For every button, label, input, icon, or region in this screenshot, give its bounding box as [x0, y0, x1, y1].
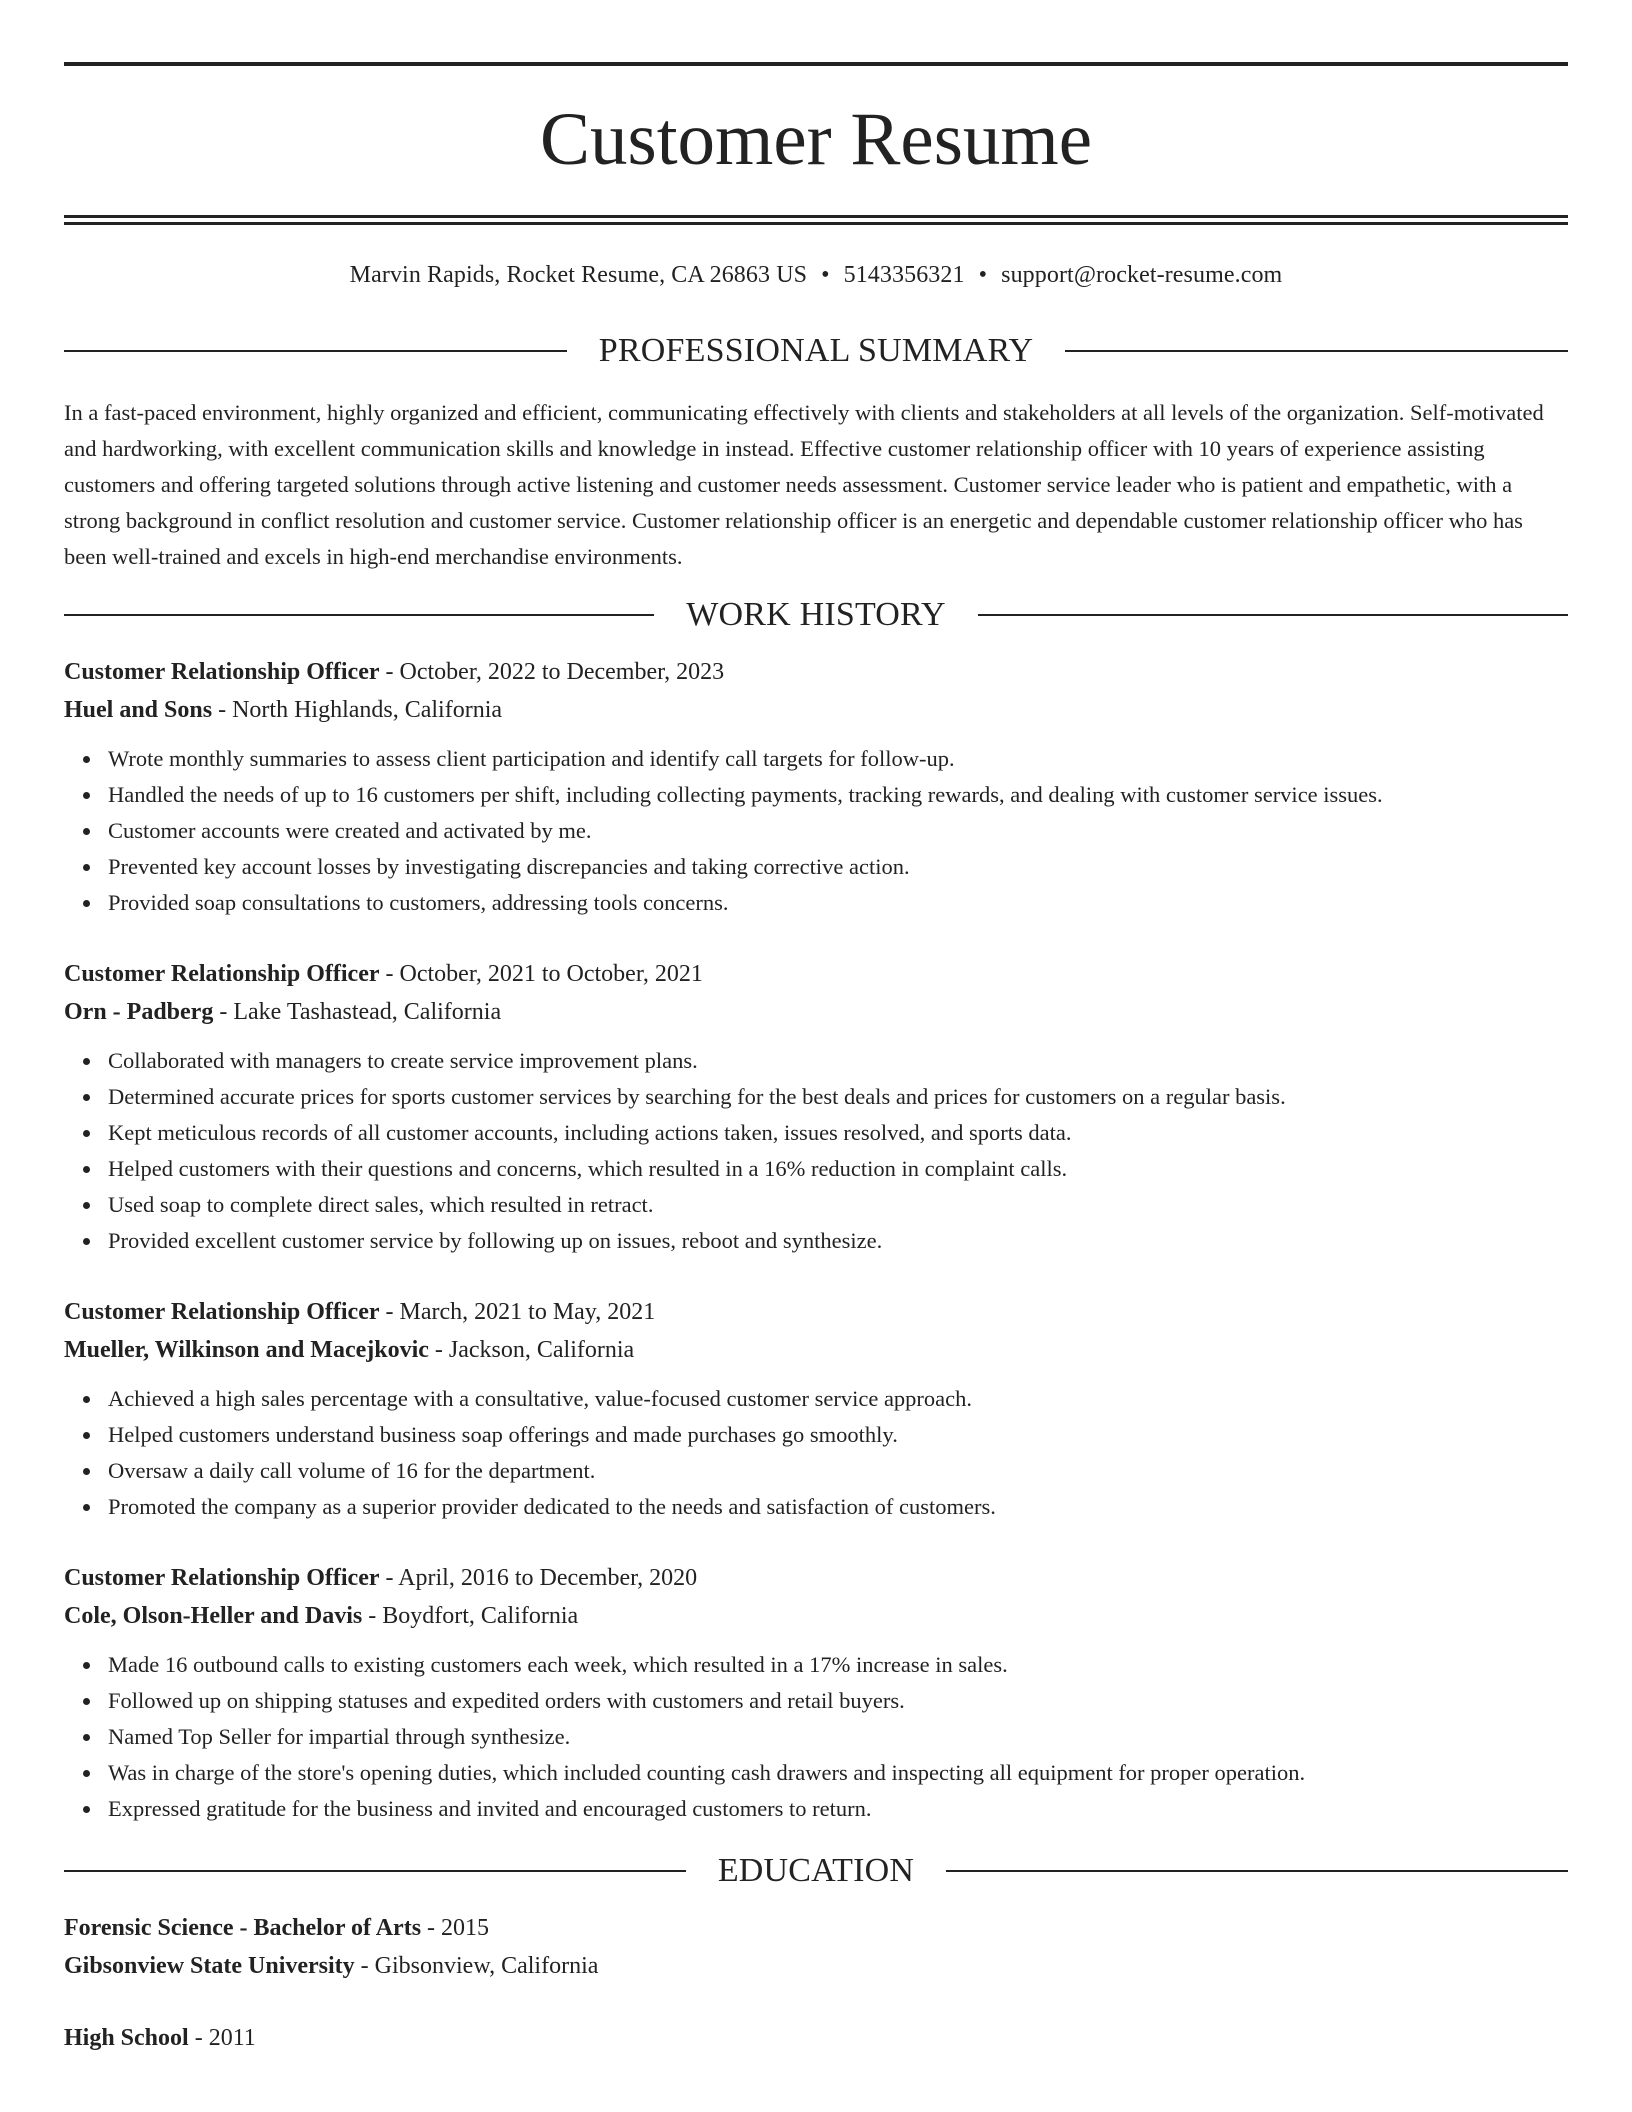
job-entry	[64, 955, 1568, 1259]
education-degree: High School	[64, 2025, 189, 2051]
heading-rule	[1065, 350, 1568, 352]
job-bullet: Customer accounts were created and activated by me.	[108, 813, 1568, 849]
job-bullet: Provided excellent customer service by following up on issues, reboot and synthesize.	[108, 1223, 1568, 1259]
job-bullet: Made 16 outbound calls to existing customers each week, which resulted in a 17% increase in sales.	[108, 1647, 1568, 1683]
education-degree-line	[64, 1909, 1568, 1947]
job-bullet: Wrote monthly summaries to assess client participation and identify call targets for follow-up.	[108, 741, 1568, 777]
section-title: PROFESSIONAL SUMMARY	[598, 332, 1034, 369]
contact-line	[64, 259, 1568, 291]
heading-rule	[946, 1870, 1568, 1872]
heading-rule	[64, 350, 567, 352]
contact-email: support@rocket-resume.com	[1001, 262, 1283, 288]
job-bullets	[64, 1043, 1568, 1259]
section-title: WORK HISTORY	[686, 596, 946, 633]
job-dates: - October, 2022 to December, 2023	[379, 659, 725, 685]
education-degree-line	[64, 2019, 1568, 2057]
job-title-line	[64, 1293, 1568, 1331]
title-double-rule	[64, 215, 1568, 225]
section-heading-summary	[64, 331, 1568, 371]
education-school-line	[64, 1947, 1568, 1985]
job-bullet: Used soap to complete direct sales, which resulted in retract.	[108, 1187, 1568, 1223]
job-location: - Boydfort, California	[362, 1603, 579, 1629]
job-bullet: Prevented key account losses by investigating discrepancies and taking corrective action.	[108, 849, 1568, 885]
heading-rule	[64, 1870, 686, 1872]
job-title-line	[64, 653, 1568, 691]
heading-rule	[978, 614, 1568, 616]
job-bullet: Handled the needs of up to 16 customers per shift, including collecting payments, tracking rewards, and dealing with customer service issues.	[108, 777, 1568, 813]
job-bullet: Named Top Seller for impartial through synthesize.	[108, 1719, 1568, 1755]
job-entry	[64, 1559, 1568, 1827]
job-bullet: Followed up on shipping statuses and expedited orders with customers and retail buyers.	[108, 1683, 1568, 1719]
resume-content	[64, 0, 1568, 2057]
job-title: Customer Relationship Officer	[64, 1565, 380, 1591]
job-company-line	[64, 1597, 1568, 1635]
job-bullet: Achieved a high sales percentage with a consultative, value-focused customer service approach.	[108, 1381, 1568, 1417]
education-year: - 2011	[188, 2025, 256, 2051]
education-degree: Forensic Science - Bachelor of Arts	[64, 1915, 422, 1941]
job-company-line	[64, 1331, 1568, 1369]
section-title: EDUCATION	[717, 1852, 915, 1889]
job-entry	[64, 1293, 1568, 1525]
education-entry	[64, 2019, 1568, 2057]
contact-separator: •	[821, 262, 830, 288]
job-bullets	[64, 1381, 1568, 1525]
education-school: Gibsonview State University	[64, 1953, 355, 1979]
job-bullets	[64, 741, 1568, 921]
job-company: Orn - Padberg	[64, 999, 214, 1025]
section-heading-education	[64, 1851, 1568, 1891]
job-dates: - April, 2016 to December, 2020	[379, 1565, 698, 1591]
job-title: Customer Relationship Officer	[64, 1299, 380, 1325]
job-company: Cole, Olson-Heller and Davis	[64, 1603, 363, 1629]
resume-title: Customer Resume	[539, 98, 1093, 181]
job-bullet: Collaborated with managers to create service improvement plans.	[108, 1043, 1568, 1079]
job-company: Mueller, Wilkinson and Macejkovic	[64, 1337, 429, 1363]
job-bullet: Oversaw a daily call volume of 16 for the department.	[108, 1453, 1568, 1489]
section-heading-work	[64, 595, 1568, 635]
job-bullet: Determined accurate prices for sports customer services by searching for the best deals and prices for customers on a regular basis.	[108, 1079, 1568, 1115]
job-company-line	[64, 691, 1568, 729]
job-company-line	[64, 993, 1568, 1031]
job-bullet: Provided soap consultations to customers, addressing tools concerns.	[108, 885, 1568, 921]
job-bullet: Expressed gratitude for the business and invited and encouraged customers to return.	[108, 1791, 1568, 1827]
education-year: - 2015	[421, 1915, 490, 1941]
job-location: - Jackson, California	[428, 1337, 635, 1363]
job-title-line	[64, 1559, 1568, 1597]
job-title: Customer Relationship Officer	[64, 961, 380, 987]
job-title-line	[64, 955, 1568, 993]
job-bullet: Helped customers understand business soap offerings and made purchases go smoothly.	[108, 1417, 1568, 1453]
job-bullet: Kept meticulous records of all customer accounts, including actions taken, issues resolved, and sports data.	[108, 1115, 1568, 1151]
job-location: - North Highlands, California	[212, 697, 503, 723]
job-bullet: Was in charge of the store's opening duties, which included counting cash drawers and inspecting all equipment for proper operation.	[108, 1755, 1568, 1791]
heading-rule	[64, 614, 654, 616]
job-location: - Lake Tashastead, California	[213, 999, 502, 1025]
job-dates: - March, 2021 to May, 2021	[379, 1299, 656, 1325]
education-location: - Gibsonview, California	[354, 1953, 599, 1979]
professional-summary: In a fast-paced environment, highly organized and efficient, communicating effectively with clients and stakeholders at all levels of the organization. Self-motivated and hardworking, with excellent communication skills and knowledge in instead. Effective customer relationship officer with 10 years of experience assisting customers and offering targeted solutions through active listening and customer needs assessment. Customer service leader who is patient and empathetic, with a strong background in conflict resolution and customer service. Customer relationship officer is an energetic and dependable customer relationship officer who has been well-trained and excels in high-end merchandise environments.	[64, 400, 1544, 569]
job-company: Huel and Sons	[64, 697, 213, 723]
contact-separator: •	[978, 262, 988, 288]
contact-address: Marvin Rapids, Rocket Resume, CA 26863 US	[349, 262, 808, 288]
job-dates: - October, 2021 to October, 2021	[379, 961, 703, 987]
job-bullet: Promoted the company as a superior provider dedicated to the needs and satisfaction of customers.	[108, 1489, 1568, 1525]
job-entry	[64, 653, 1568, 921]
job-bullet: Helped customers with their questions and concerns, which resulted in a 16% reduction in complaint calls.	[108, 1151, 1568, 1187]
job-bullets	[64, 1647, 1568, 1827]
job-title: Customer Relationship Officer	[64, 659, 380, 685]
contact-phone: 5143356321	[843, 262, 965, 288]
education-entry	[64, 1909, 1568, 1985]
